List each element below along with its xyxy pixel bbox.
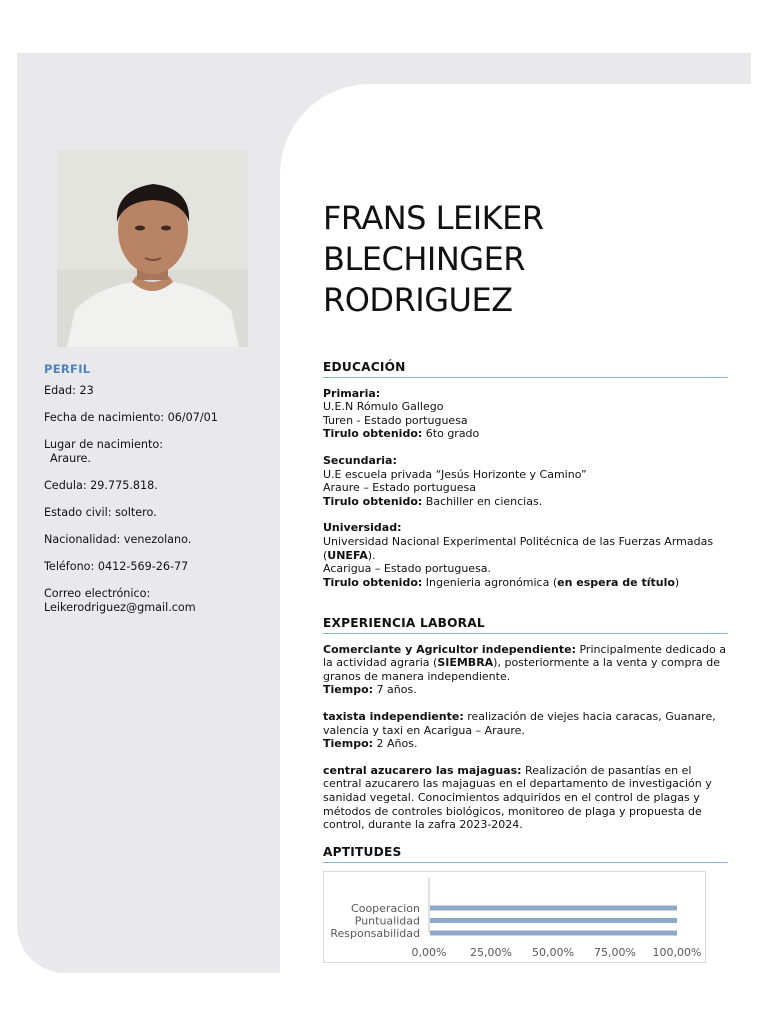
job1-time: 7 años.	[373, 683, 417, 697]
chart-bar	[430, 931, 677, 936]
primaria-title: Primaria:	[323, 386, 381, 400]
phone: Teléfono: 0412-569-26-77	[44, 560, 189, 573]
job-comerciante	[323, 643, 728, 697]
education-section	[323, 361, 728, 602]
profile-sidebar	[44, 362, 269, 628]
age: Edad: 23	[44, 384, 94, 397]
universidad-name-end: ).	[367, 548, 376, 562]
primaria-degree-label: Tirulo obtenido:	[323, 427, 423, 441]
secundaria-title: Secundaria:	[323, 453, 397, 467]
birth-date: Fecha de nacimiento: 06/07/01	[44, 411, 218, 424]
universidad-degree-end: )	[674, 575, 680, 589]
job2-time: 2 Años.	[373, 737, 418, 751]
experience-heading: EXPERIENCIA LABORAL	[323, 617, 728, 634]
primaria-location: Turen - Estado portuguesa	[323, 413, 468, 427]
job3-text: Realización de pasantías en el central azucarero las majaguas en el departamento de investigación y sanidad vegetal. Conocimientos adquiridos en el control de plagas y métodos de controles biológicos, monitoreo de plaga y propuesta de control, durante la zafra 2023-2024.	[323, 763, 712, 832]
name-line-1: FRANS LEIKER	[323, 199, 544, 237]
job1-bold: SIEMBRA	[437, 656, 494, 670]
profile-photo	[57, 150, 248, 347]
education-universidad	[323, 521, 728, 589]
chart-category-label: Cooperacion	[351, 902, 420, 915]
job1-text1: Principalmente dedicado a la actividad agraria (	[323, 642, 726, 670]
job1-title: Comerciante y Agricultor independiente:	[323, 642, 576, 656]
education-primaria	[323, 387, 728, 441]
job-taxista	[323, 710, 728, 751]
email	[44, 587, 269, 615]
experience-section	[323, 617, 728, 845]
universidad-acronym: UNEFA	[327, 548, 368, 562]
chart-bar	[430, 906, 677, 911]
secundaria-school: U.E escuela privada “Jesús Horizonte y Camino”	[323, 467, 587, 481]
skills-chart	[323, 871, 706, 963]
nationality: Nacionalidad: venezolano.	[44, 533, 192, 546]
chart-tick-label: 75,00%	[594, 946, 636, 959]
email-value[interactable]: Leikerodriguez@gmail.com	[44, 601, 196, 614]
job-central-azucarero	[323, 764, 728, 832]
secundaria-degree-label: Tirulo obtenido:	[323, 494, 423, 508]
name-line-3: RODRIGUEZ	[323, 281, 513, 319]
skills-section	[323, 846, 728, 872]
primaria-school: U.E.N Rómulo Gallego	[323, 400, 444, 414]
secundaria-location: Araure – Estado portuguesa	[323, 481, 476, 495]
universidad-degree-label: Tirulo obtenido:	[323, 575, 423, 589]
primaria-degree: 6to grado	[422, 427, 480, 441]
birth-place-label: Lugar de nacimiento:	[44, 438, 163, 451]
job1-time-label: Tiempo:	[323, 683, 374, 697]
universidad-degree-status: en espera de título	[557, 575, 675, 589]
universidad-name: Universidad Nacional Experimental Politécnica de las Fuerzas Armadas (	[323, 534, 714, 562]
email-label: Correo electrónico:	[44, 587, 151, 600]
chart-tick-label: 25,00%	[470, 946, 512, 959]
candidate-name	[323, 198, 544, 321]
id-number: Cedula: 29.775.818.	[44, 479, 158, 492]
chart-tick-label: 50,00%	[532, 946, 574, 959]
perfil-heading: PERFIL	[44, 362, 91, 376]
job3-title: central azucarero las majaguas:	[323, 763, 522, 777]
birth-place-value: Araure.	[50, 452, 91, 465]
education-secundaria	[323, 454, 728, 508]
name-line-2: BLECHINGER	[323, 240, 526, 278]
job1-text2: ), posteriormente a la venta y compra de granos de manera independiente.	[323, 656, 720, 683]
chart-tick-label: 100,00%	[652, 946, 702, 959]
skills-heading: APTITUDES	[323, 846, 728, 863]
secundaria-degree: Bachiller en ciencias.	[422, 494, 543, 508]
universidad-location: Acarigua – Estado portuguesa.	[323, 562, 492, 576]
chart-bar	[430, 918, 677, 923]
chart-category-label: Responsabilidad	[330, 927, 420, 940]
job2-title: taxista independiente:	[323, 709, 464, 723]
skills-chart-svg	[324, 872, 705, 962]
chart-category-label: Puntualidad	[354, 914, 420, 928]
education-heading: EDUCACIÓN	[323, 361, 728, 378]
job2-time-label: Tiempo:	[323, 737, 374, 751]
universidad-title: Universidad:	[323, 521, 402, 535]
chart-tick-label: 0,00%	[411, 946, 447, 959]
birth-place	[44, 438, 269, 466]
job2-text: realización de viejes hacia caracas, Guanare, valencia y taxi en Acarigua – Araure.	[323, 709, 716, 737]
civil-status: Estado civil: soltero.	[44, 506, 157, 519]
universidad-degree: Ingenieria agronómica (	[422, 575, 558, 589]
